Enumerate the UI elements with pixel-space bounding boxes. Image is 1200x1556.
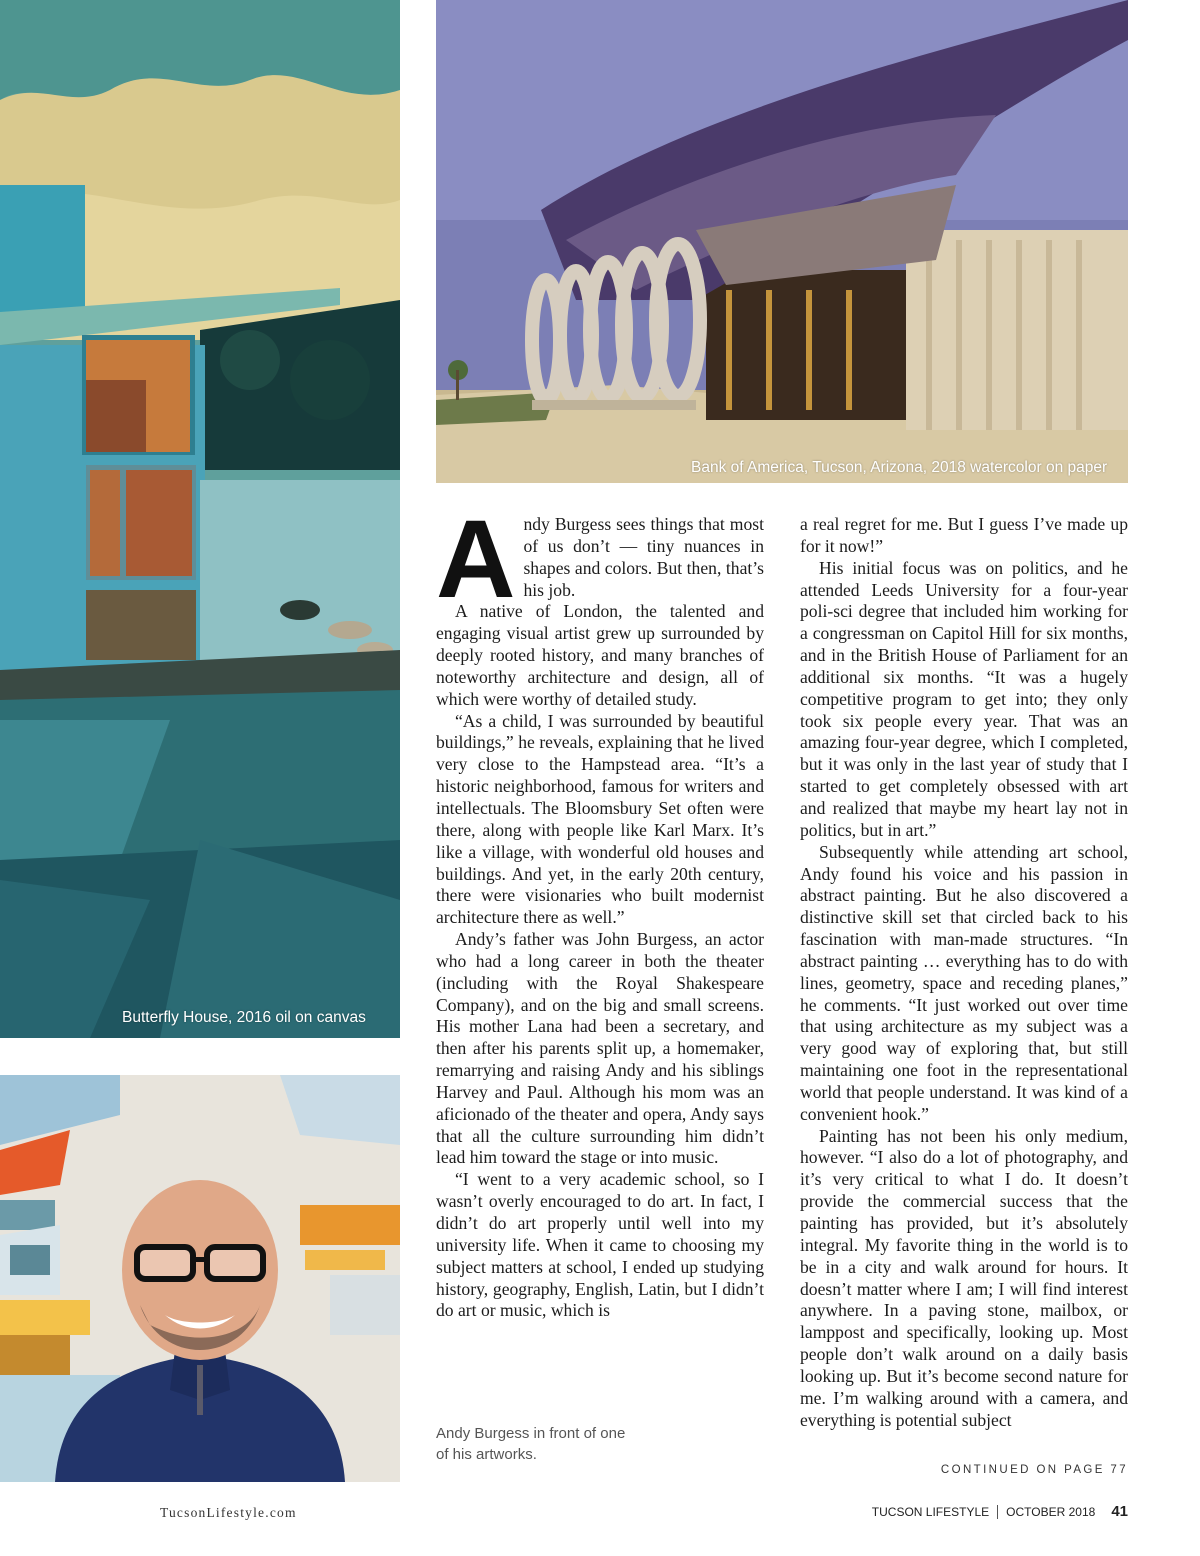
article-column-2 <box>800 514 1128 1431</box>
paragraph: Subsequently while attending art school, Andy found his voice and his passion in abstract painting. But he also discovered a distinctive skill set that circled back to his fascination with man-made structures. “In abstract painting … everything has to do with lines, geometry, space and receding planes,” he comments. “It just worked out over time that using architecture as my subject was a very good way of exploring that, but still maintaining one foot in the representational world that people understand. It was kind of a convenient hook.” <box>800 841 1128 1124</box>
page-number: 41 <box>1111 1503 1128 1520</box>
bank-of-america-caption: Bank of America, Tucson, Arizona, 2018 watercolor on paper <box>691 459 1108 476</box>
butterfly-house-caption: Butterfly House, 2016 oil on canvas <box>122 1009 366 1026</box>
portrait-photo <box>0 1075 400 1482</box>
footer-folio <box>872 1503 1128 1520</box>
paragraph: ndy Burgess sees things that most of us don’t — tiny nuances in shapes and colors. But then, that’s his job. <box>523 514 764 600</box>
andy-burgess-photo <box>0 1075 400 1482</box>
paragraph: Andy’s father was John Burgess, an actor who had a long career in both the theater (including with the Royal Shakespeare Company), and on the big and small screens. His mother Lana had been a secretary, and then after his parents split up, a homemaker, remarrying and raising Andy and his siblings Harvey and Paul. Although his mom was an aficionado of the theater and opera, Andy says that all the culture surrounding him didn’t lead him toward the stage or into music. <box>436 929 764 1168</box>
paragraph: “I went to a very academic school, so I wasn’t overly encouraged to do art. In fact, I didn’t do art properly until well into my university life. When it came to choosing my subject matters at school, I ended up studying history, geography, English, Latin, but I didn’t do art or music, which is <box>436 1169 764 1321</box>
footer-issue: OCTOBER 2018 <box>1006 1504 1096 1519</box>
butterfly-house-artwork <box>0 0 400 1038</box>
drop-cap: A <box>436 498 516 621</box>
paragraph: a real regret for me. But I guess I’ve made up for it now!” <box>800 514 1128 556</box>
bank-of-america-painting <box>436 0 1128 483</box>
portrait-caption: Andy Burgess in front of one of his artworks. <box>436 1425 626 1463</box>
paragraph: “As a child, I was surrounded by beautiful buildings,” he reveals, explaining that he lived very close to the Hampstead area. “It’s a historic neighborhood, famous for writers and intellectuals. The Bloomsbury Set often were there, along with people like Karl Marx. It’s like a village, with wonderful old houses and buildings. And yet, in the early 20th century, there were visionaries who built modernist architecture there as well.” <box>436 710 764 928</box>
paragraph: Painting has not been his only medium, however. “I also do a lot of photography, and it’s very critical to what I do. It doesn’t provide the commercial success that the painting has provided, but it’s absolutely integral. My favorite thing in the world is to be in a city and walk around for hours. It doesn’t matter where I am; I will find interest anywhere. In a paving stone, mailbox, or lamppost and specifically, looking up. Most people don’t walk around on a daily basis looking up. But it’s become second nature for me. I’m walking around with a camera, and everything is potential subject <box>800 1125 1128 1430</box>
footer-magazine-name: TUCSON LIFESTYLE <box>871 1504 990 1519</box>
paragraph: His initial focus was on politics, and he attended Leeds University for a four-year poli-sci degree that included him working for a congressman on Capitol Hill for six months, and in the British House of Parliament for an additional six months. “It was a hugely competitive program to get into; they only took six people every year. That was an amazing four-year degree, which I completed, but it was only in the last year of study that I started to get completely obsessed with art and realized that maybe my heart lay not in politics, but in art.” <box>800 557 1128 840</box>
footer-divider <box>997 1505 998 1519</box>
paragraph: A native of London, the talented and engaging visual artist grew up surrounded by deeply rooted history, and many branches of noteworthy architecture and design, all of which were worthy of detailed study. <box>436 601 764 709</box>
bank-of-america-artwork <box>436 0 1128 483</box>
article-column-1 <box>436 498 764 1322</box>
continued-on-page: CONTINUED ON PAGE 77 <box>940 1464 1128 1476</box>
butterfly-house-painting <box>0 0 400 1038</box>
footer-website: TucsonLifestyle.com <box>160 1505 297 1520</box>
